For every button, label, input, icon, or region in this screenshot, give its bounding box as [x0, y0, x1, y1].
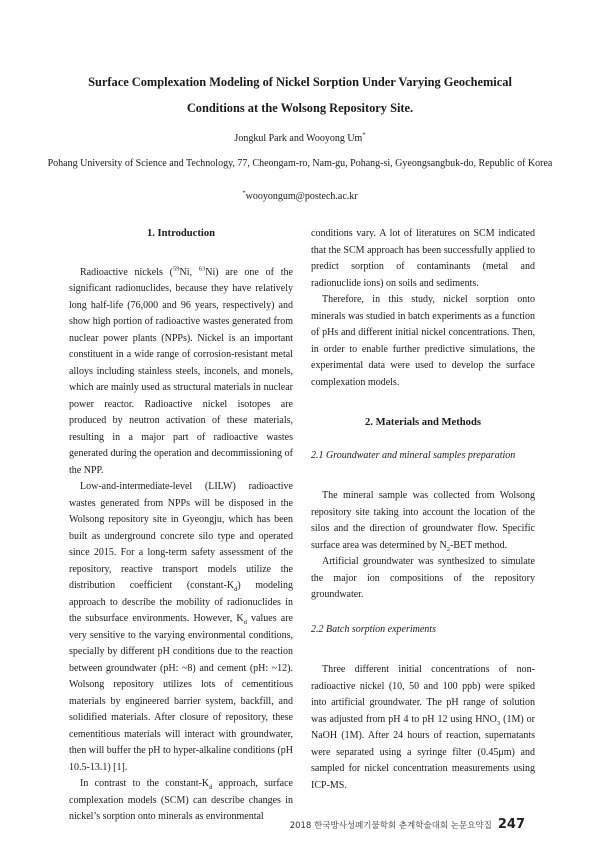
email-line [0, 191, 600, 202]
email-address: wooyongum@postech.ac.kr [245, 191, 358, 202]
right-column [311, 226, 535, 794]
spacer [311, 432, 535, 448]
spacer [311, 638, 535, 662]
authors-corresponding-mark: * [362, 131, 366, 139]
subsection-heading-2-2: 2.2 Batch sorption experiments [311, 623, 436, 635]
subsection-heading-2-1: 2.1 Groundwater and mineral samples preparation [311, 449, 516, 461]
page-footer [290, 817, 525, 832]
intro-paragraph-1: Radioactive nickels ($^{59}$Ni, $^{63}$Ni) are one of the significant radionuclides, because they have relatively long half-life (76,000 and 96 years, respectively) and show high portion of radioactive wastes generated from nuclear power plants (NPPs). Nickel is an important constituent in a wide range of corrosion-resistant metal alloys including stainless steels, inconels, and monels, which are mainly used as structural materials in nuclear power reactor. Radioactive nickel isotopes are produced by neutron activation of these materials, resulting in a major part of radioactive wastes generated during the operation and decommissioning of the NPP. [69, 265, 293, 476]
intro-paragraph-4: Therefore, in this study, nickel sorption onto minerals was studied in batch experiments as a function of pHs and different initial nickel concentrations. Then, in order to enable further predictive simulations, the experimental data were used to develop the surface complexation models. [311, 294, 535, 388]
section-heading-methods: 2. Materials and Methods [365, 417, 481, 428]
proceedings-name: 2018 한국방사성폐기물학회 춘계학술대회 논문요약집 [289, 821, 492, 831]
spacer [311, 464, 535, 488]
spacer [311, 604, 535, 622]
methods-paragraph-3: Three different initial concentrations of non-radioactive nickel (10, 50 and 100 ppb) were spiked into artificial groundwater. The pH range of solution was adjusted from pH 4 to pH 12 using $HNO_3$ (1M) or NaOH (1M). After 24 hours of reaction, supernatants were separated using a syringe filter (0.45μm) and sampled for nickel concentration measurements using ICP-MS. [311, 664, 535, 791]
methods-paragraph-2: Artificial groundwater was synthesized to simulate the major ion compositions of the repository groundwater. [311, 556, 535, 600]
intro-paragraph-2: Low-and-intermediate-level (LILW) radioactive wastes generated from NPPs will be disposed in the Wolsong repository site in Gyeongju, which has been built as underground concrete silo type and operated since 2015. For a long-term safety assessment of the repository, reactive transport models utilize the distribution coefficient $(constant-K_d)$ modeling approach to describe the mobility of radionuclides in the subsurface environments. However, $K_d$ values are very sensitive to the varying environmental conditions, specially by different pH conditions due to the reaction between groundwater (pH: ~8) and cement (pH: ~12). Wolsong repository utilizes lots of cementitious materials by engineered barrier system, backfill, and solidified materials. After closure of repository, these cementitious materials will interact with groundwater, then will buffer the pH to hyper-alkaline conditions (pH 10.5-13.1) [1]. [69, 481, 294, 773]
email-mark: * [242, 189, 246, 197]
paper-title: Surface Complexation Modeling of Nickel Sorption Under Varying Geochemical Conditions at the Wolsong Repository Site. [88, 75, 512, 115]
methods-paragraph-1: The mineral sample was collected from Wolsong repository site taking into account the location of the silos and the direction of groundwater flow. Specific surface area was determined by $N_2$-BET method. [311, 490, 535, 553]
intro-paragraph-3: In contrast to the constant-$K_d$ approach, surface complexation models (SCM) can describe changes in nickel’s sorption onto minerals as environmental [69, 778, 293, 822]
authors-names: Jongkul Park and Wooyong Um [234, 133, 363, 144]
section-heading-introduction: 1. Introduction [146, 228, 216, 239]
spacer [311, 391, 535, 415]
page-number: 247 [497, 817, 525, 832]
authors [0, 133, 600, 144]
intro-paragraph-3-continued: conditions vary. A lot of literatures on SCM indicated that the SCM approach has been successfully applied to predict sorption of contaminants (metal and radionuclide ions) on soils and sediments. [311, 228, 535, 289]
affiliation: Pohang University of Science and Technology, 77, Cheongam-ro, Nam-gu, Pohang-si, Gyeongsangbuk-do, Republic of Korea [47, 158, 553, 169]
left-column [69, 226, 293, 826]
